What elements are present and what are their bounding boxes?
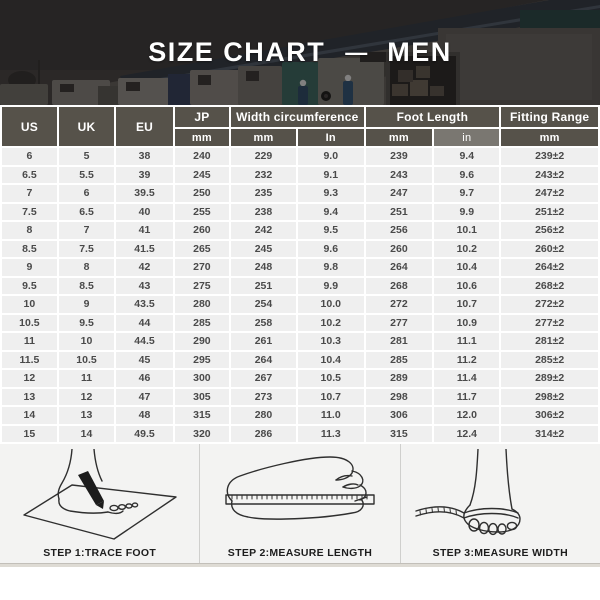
hero-banner [0, 0, 600, 105]
table-cell: 43.5 [115, 295, 174, 314]
title-left: SIZE CHART [148, 37, 326, 67]
table-cell: 315 [365, 425, 434, 444]
table-cell: 10.7 [297, 388, 365, 407]
table-cell: 10.7 [433, 295, 500, 314]
table-cell: 9.9 [297, 277, 365, 296]
table-cell: 8 [58, 258, 115, 277]
table-cell: 267 [230, 369, 297, 388]
table-cell: 13 [58, 406, 115, 425]
table-cell: 10.5 [58, 351, 115, 370]
col-header-us: US [1, 106, 58, 147]
table-cell: 48 [115, 406, 174, 425]
title-right: MEN [387, 37, 452, 67]
table-cell: 247 [365, 184, 434, 203]
table-cell: 13 [1, 388, 58, 407]
table-row [1, 221, 599, 240]
table-cell: 10.4 [433, 258, 500, 277]
page-title [0, 0, 600, 105]
table-cell: 10.5 [1, 314, 58, 333]
table-cell: 11.7 [433, 388, 500, 407]
table-cell: 8.5 [58, 277, 115, 296]
table-cell: 264 [365, 258, 434, 277]
table-cell: 272±2 [500, 295, 599, 314]
table-cell: 39 [115, 166, 174, 185]
table-cell: 248 [230, 258, 297, 277]
table-cell: 285 [174, 314, 230, 333]
table-cell: 9.5 [297, 221, 365, 240]
table-cell: 10.3 [297, 332, 365, 351]
table-cell: 10.1 [433, 221, 500, 240]
table-cell: 10 [1, 295, 58, 314]
table-cell: 240 [174, 147, 230, 166]
table-cell: 10.4 [297, 351, 365, 370]
table-cell: 235 [230, 184, 297, 203]
table-cell: 9.4 [297, 203, 365, 222]
table-cell: 280 [230, 406, 297, 425]
table-cell: 41 [115, 221, 174, 240]
table-row [1, 406, 599, 425]
table-cell: 12.0 [433, 406, 500, 425]
table-cell: 9.8 [297, 258, 365, 277]
table-cell: 40 [115, 203, 174, 222]
table-cell: 286 [230, 425, 297, 444]
table-row [1, 388, 599, 407]
table-cell: 260 [174, 221, 230, 240]
table-cell: 9.5 [58, 314, 115, 333]
table-cell: 320 [174, 425, 230, 444]
table-cell: 9.0 [297, 147, 365, 166]
step2-caption: STEP 2:MEASURE LENGTH [227, 547, 373, 559]
table-cell: 9.5 [1, 277, 58, 296]
table-cell: 260±2 [500, 240, 599, 259]
table-cell: 261 [230, 332, 297, 351]
table-cell: 9.4 [433, 147, 500, 166]
table-cell: 289 [365, 369, 434, 388]
table-row [1, 258, 599, 277]
table-cell: 10.2 [433, 240, 500, 259]
table-row [1, 425, 599, 444]
table-row [1, 369, 599, 388]
table-cell: 232 [230, 166, 297, 185]
table-cell: 256 [365, 221, 434, 240]
table-cell: 264 [230, 351, 297, 370]
table-cell: 251±2 [500, 203, 599, 222]
table-row [1, 184, 599, 203]
table-cell: 285±2 [500, 351, 599, 370]
table-cell: 41.5 [115, 240, 174, 259]
table-cell: 300 [174, 369, 230, 388]
table-cell: 314±2 [500, 425, 599, 444]
measure-width-illustration [410, 449, 590, 541]
step-measure-length [199, 444, 399, 563]
table-cell: 14 [1, 406, 58, 425]
table-cell: 11 [1, 332, 58, 351]
table-cell: 272 [365, 295, 434, 314]
table-cell: 9.7 [433, 184, 500, 203]
col-header-foot-length: Foot Length [365, 106, 501, 128]
table-cell: 268±2 [500, 277, 599, 296]
size-table-body [1, 147, 599, 443]
table-cell: 7.5 [58, 240, 115, 259]
table-cell: 6.5 [1, 166, 58, 185]
table-cell: 277±2 [500, 314, 599, 333]
table-row [1, 351, 599, 370]
table-cell: 295 [174, 351, 230, 370]
table-cell: 14 [58, 425, 115, 444]
table-cell: 243 [365, 166, 434, 185]
table-cell: 256±2 [500, 221, 599, 240]
measuring-steps [0, 444, 600, 563]
table-cell: 247±2 [500, 184, 599, 203]
table-cell: 265 [174, 240, 230, 259]
table-cell: 39.5 [115, 184, 174, 203]
size-chart-table [0, 105, 600, 444]
unit-width-in: In [297, 128, 365, 147]
table-header [1, 106, 599, 147]
table-cell: 10.2 [297, 314, 365, 333]
table-row [1, 240, 599, 259]
table-cell: 49.5 [115, 425, 174, 444]
bottom-edge-strip [0, 563, 600, 567]
table-cell: 15 [1, 425, 58, 444]
table-row [1, 295, 599, 314]
col-header-width-circumference: Width circumference [230, 106, 365, 128]
table-row [1, 166, 599, 185]
table-cell: 6 [1, 147, 58, 166]
table-cell: 44.5 [115, 332, 174, 351]
col-header-fitting-range: Fitting Range [500, 106, 599, 128]
table-cell: 9.6 [433, 166, 500, 185]
table-cell: 7.5 [1, 203, 58, 222]
table-cell: 12 [58, 388, 115, 407]
table-cell: 258 [230, 314, 297, 333]
col-header-uk: UK [58, 106, 115, 147]
unit-fit-mm: mm [500, 128, 599, 147]
trace-foot-illustration [10, 449, 190, 541]
table-cell: 12.4 [433, 425, 500, 444]
table-cell: 10.0 [297, 295, 365, 314]
table-cell: 298 [365, 388, 434, 407]
table-row [1, 277, 599, 296]
step1-caption: STEP 1:TRACE FOOT [43, 547, 157, 559]
table-cell: 254 [230, 295, 297, 314]
table-cell: 305 [174, 388, 230, 407]
table-cell: 10.5 [297, 369, 365, 388]
table-cell: 229 [230, 147, 297, 166]
table-cell: 8 [1, 221, 58, 240]
table-cell: 255 [174, 203, 230, 222]
table-cell: 273 [230, 388, 297, 407]
table-cell: 306±2 [500, 406, 599, 425]
table-cell: 11.5 [1, 351, 58, 370]
table-cell: 239 [365, 147, 434, 166]
table-cell: 6.5 [58, 203, 115, 222]
title-dash: — [345, 39, 368, 65]
table-cell: 289±2 [500, 369, 599, 388]
table-cell: 281 [365, 332, 434, 351]
table-cell: 9.9 [433, 203, 500, 222]
table-cell: 10.6 [433, 277, 500, 296]
table-row [1, 332, 599, 351]
table-cell: 239±2 [500, 147, 599, 166]
table-cell: 10 [58, 332, 115, 351]
table-cell: 298±2 [500, 388, 599, 407]
table-cell: 290 [174, 332, 230, 351]
table-cell: 44 [115, 314, 174, 333]
table-cell: 245 [230, 240, 297, 259]
table-cell: 306 [365, 406, 434, 425]
table-row [1, 147, 599, 166]
table-row [1, 203, 599, 222]
table-cell: 42 [115, 258, 174, 277]
table-cell: 8.5 [1, 240, 58, 259]
table-cell: 243±2 [500, 166, 599, 185]
table-cell: 46 [115, 369, 174, 388]
table-cell: 251 [365, 203, 434, 222]
table-cell: 9 [58, 295, 115, 314]
table-cell: 260 [365, 240, 434, 259]
table-cell: 38 [115, 147, 174, 166]
table-cell: 281±2 [500, 332, 599, 351]
table-cell: 11 [58, 369, 115, 388]
table-cell: 11.0 [297, 406, 365, 425]
table-cell: 251 [230, 277, 297, 296]
table-cell: 12 [1, 369, 58, 388]
unit-foot-in: in [433, 128, 500, 147]
table-cell: 245 [174, 166, 230, 185]
table-row [1, 314, 599, 333]
table-cell: 270 [174, 258, 230, 277]
table-cell: 9.6 [297, 240, 365, 259]
table-cell: 45 [115, 351, 174, 370]
col-header-jp: JP [174, 106, 230, 128]
table-cell: 10.9 [433, 314, 500, 333]
measure-length-illustration [210, 449, 390, 541]
table-cell: 5.5 [58, 166, 115, 185]
table-cell: 9.1 [297, 166, 365, 185]
table-cell: 285 [365, 351, 434, 370]
table-cell: 47 [115, 388, 174, 407]
step-trace-foot [0, 444, 199, 563]
table-cell: 238 [230, 203, 297, 222]
table-cell: 242 [230, 221, 297, 240]
table-cell: 9.3 [297, 184, 365, 203]
unit-foot-mm: mm [365, 128, 434, 147]
table-cell: 6 [58, 184, 115, 203]
unit-jp-mm: mm [174, 128, 230, 147]
table-cell: 11.1 [433, 332, 500, 351]
table-cell: 277 [365, 314, 434, 333]
table-cell: 43 [115, 277, 174, 296]
table-cell: 9 [1, 258, 58, 277]
table-cell: 268 [365, 277, 434, 296]
table-cell: 7 [58, 221, 115, 240]
table-cell: 264±2 [500, 258, 599, 277]
table-cell: 11.2 [433, 351, 500, 370]
table-cell: 11.3 [297, 425, 365, 444]
step-measure-width [400, 444, 600, 563]
table-cell: 275 [174, 277, 230, 296]
table-cell: 7 [1, 184, 58, 203]
table-cell: 250 [174, 184, 230, 203]
col-header-eu: EU [115, 106, 174, 147]
table-cell: 5 [58, 147, 115, 166]
step3-caption: STEP 3:MEASURE WIDTH [432, 547, 568, 559]
table-cell: 11.4 [433, 369, 500, 388]
unit-width-mm: mm [230, 128, 297, 147]
table-cell: 280 [174, 295, 230, 314]
table-cell: 315 [174, 406, 230, 425]
